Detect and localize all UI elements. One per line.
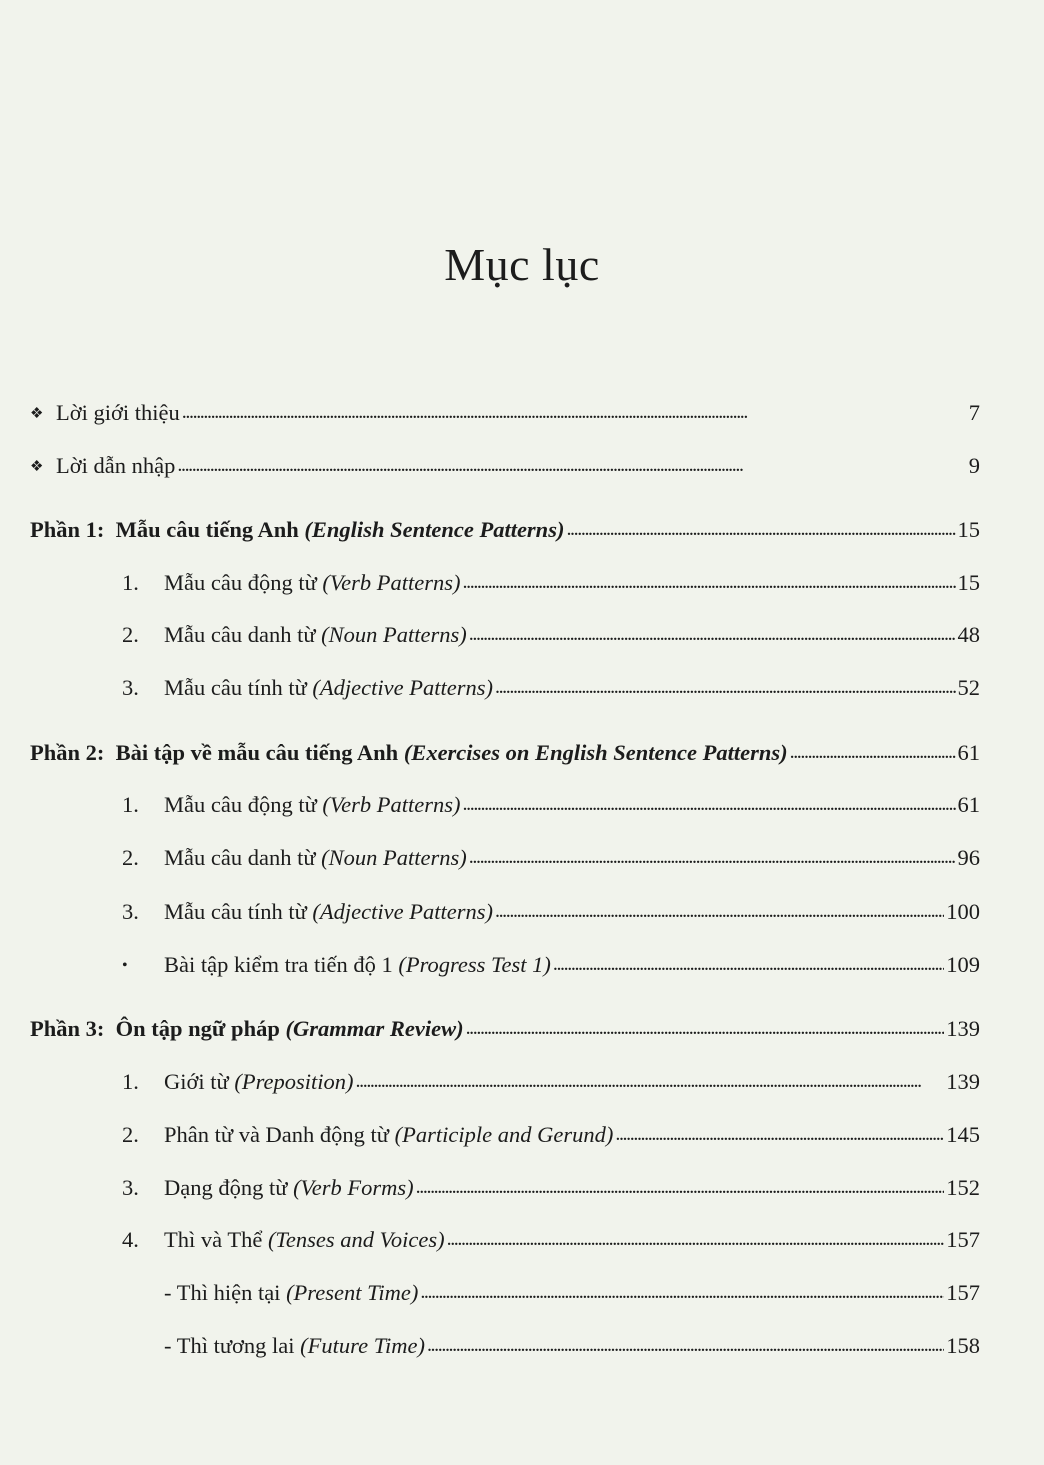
toc-entry-label: - Thì tương lai (Future Time)	[164, 1333, 425, 1358]
toc-entry-page: 61	[957, 792, 980, 817]
toc-entry-label: - Thì hiện tại (Present Time)	[164, 1280, 419, 1305]
toc-entry-label: Thì và Thể (Tenses and Voices)	[164, 1227, 445, 1252]
toc-entry[interactable]	[122, 1120, 980, 1150]
dot-leader	[553, 948, 944, 979]
toc-entry[interactable]	[122, 843, 980, 873]
toc-part-3[interactable]	[30, 1014, 980, 1044]
toc-subentry[interactable]	[164, 1331, 980, 1361]
toc-entry-label: Giới từ (Preposition)	[164, 1069, 354, 1094]
part-number: Phần 2: Bài tập về mẫu câu tiếng Anh (Exercises on English Sentence Patterns)	[30, 740, 788, 765]
toc-entry-page: 100	[946, 899, 980, 924]
entry-number: 4.	[122, 1227, 139, 1252]
toc-entry[interactable]	[122, 620, 980, 650]
toc-entry-page: 96	[957, 845, 980, 870]
round-bullet-icon: •	[122, 957, 128, 974]
dot-leader	[469, 841, 956, 872]
toc-entry-label: Dạng động từ (Verb Forms)	[164, 1175, 414, 1200]
dot-leader	[416, 1171, 945, 1202]
dot-leader	[447, 1223, 945, 1254]
dot-leader	[427, 1329, 944, 1360]
toc-entry-label: Lời giới thiệu	[56, 400, 180, 425]
toc-entry-page: 152	[946, 1175, 980, 1200]
dot-leader	[615, 1118, 944, 1149]
toc-entry[interactable]	[122, 1225, 980, 1255]
toc-entry-label: Mẫu câu danh từ (Noun Patterns)	[164, 622, 467, 647]
part-number: Phần 3: Ôn tập ngữ pháp (Grammar Review)	[30, 1016, 464, 1041]
toc-entry-page: 139	[946, 1069, 980, 1094]
entry-number: 2.	[122, 622, 139, 647]
dot-leader	[466, 1012, 945, 1043]
entry-number: 2.	[122, 1122, 139, 1147]
toc-entry[interactable]	[122, 790, 980, 820]
toc-entry-page: 7	[968, 400, 980, 425]
dot-leader	[790, 736, 956, 767]
toc-entry-foreword[interactable]	[30, 451, 980, 481]
dot-leader	[495, 671, 956, 702]
page-title: Mục lục	[444, 239, 600, 290]
dot-leader	[420, 1276, 944, 1307]
toc-entry-label: Lời dẫn nhập	[56, 453, 176, 478]
toc-entry-label: Bài tập kiểm tra tiến độ 1 (Progress Test 1)	[164, 952, 551, 977]
toc-entry-page: 158	[946, 1333, 980, 1358]
toc-entry-label: Mẫu câu tính từ (Adjective Patterns)	[164, 899, 493, 924]
toc-entry-page: 157	[946, 1280, 980, 1305]
dot-leader	[182, 396, 967, 427]
dot-leader	[463, 566, 956, 597]
entry-number: 3.	[122, 675, 139, 700]
toc-entry-label: Mẫu câu động từ (Verb Patterns)	[164, 792, 461, 817]
toc-entry-intro[interactable]	[30, 398, 980, 428]
toc-part-1[interactable]	[30, 515, 980, 545]
toc-entry-page: 157	[946, 1227, 980, 1252]
dot-leader	[356, 1065, 945, 1096]
dot-leader	[469, 618, 956, 649]
dot-leader	[566, 513, 955, 544]
toc-entry-label: Mẫu câu tính từ (Adjective Patterns)	[164, 675, 493, 700]
entry-number: 1.	[122, 570, 139, 595]
toc-entry[interactable]	[122, 1067, 980, 1097]
diamond-bullet-icon: ❖	[30, 459, 44, 475]
toc-entry[interactable]	[122, 673, 980, 703]
toc-entry-page: 48	[957, 622, 980, 647]
entry-number: 1.	[122, 792, 139, 817]
toc-entry[interactable]	[122, 897, 980, 927]
toc-entry-progress-test[interactable]	[122, 950, 980, 980]
entry-number: 3.	[122, 899, 139, 924]
toc-subentry[interactable]	[164, 1278, 980, 1308]
toc-entry-page: 9	[968, 453, 980, 478]
entry-number: 3.	[122, 1175, 139, 1200]
toc-entry-page: 15	[957, 570, 980, 595]
toc-part-2[interactable]	[30, 738, 980, 768]
toc-entry[interactable]	[122, 1173, 980, 1203]
toc-entry-page: 109	[946, 952, 980, 977]
toc-entry-page: 52	[957, 675, 980, 700]
dot-leader	[463, 788, 956, 819]
toc-entry[interactable]	[122, 568, 980, 598]
entry-number: 1.	[122, 1069, 139, 1094]
toc-entry-label: Phân từ và Danh động từ (Participle and Gerund)	[164, 1122, 614, 1147]
toc-entry-page: 61	[957, 740, 980, 765]
part-number: Phần 1: Mẫu câu tiếng Anh (English Sentence Patterns)	[30, 517, 565, 542]
dot-leader	[177, 449, 966, 480]
toc-entry-page: 139	[946, 1016, 980, 1041]
toc-entry-label: Mẫu câu động từ (Verb Patterns)	[164, 570, 461, 595]
toc-entry-page: 145	[946, 1122, 980, 1147]
entry-number: 2.	[122, 845, 139, 870]
toc-entry-label: Mẫu câu danh từ (Noun Patterns)	[164, 845, 467, 870]
toc-entry-page: 15	[957, 517, 980, 542]
diamond-bullet-icon: ❖	[30, 406, 44, 422]
dot-leader	[495, 895, 944, 926]
